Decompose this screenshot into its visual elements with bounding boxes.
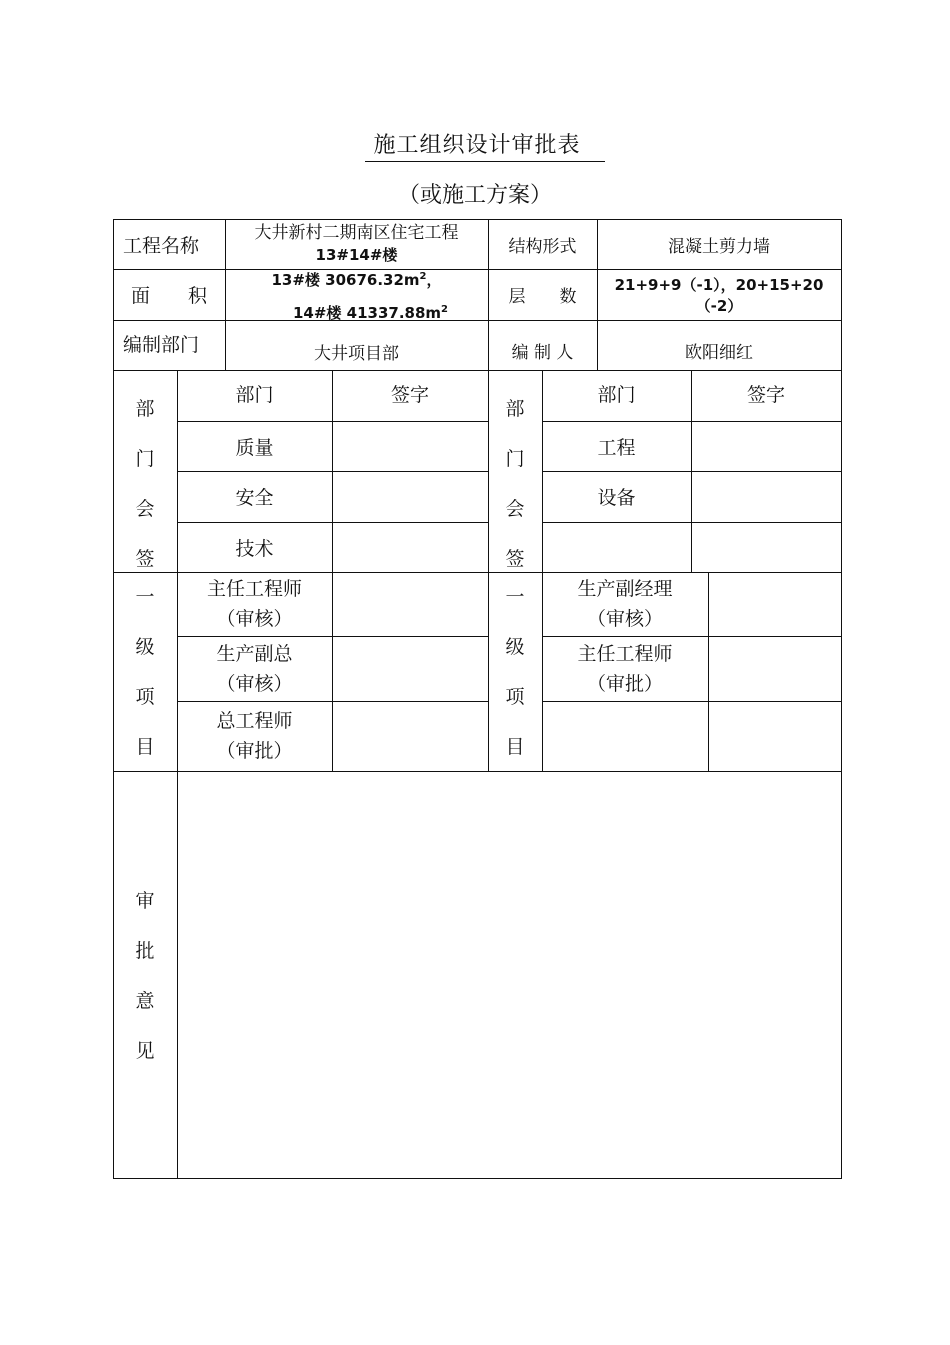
form-subtitle: （或施工方案） — [397, 183, 552, 208]
sign-cell-safety[interactable] — [332, 471, 488, 522]
approval-opinion-label: 审 批 意 见 — [135, 890, 155, 1062]
sign-cell-production-deputy-manager[interactable] — [708, 572, 841, 636]
area-line1-tail: ， — [426, 270, 442, 289]
sign-cell-chief-engineer-review[interactable] — [332, 572, 488, 636]
area-line1: 13#楼 30676.32m — [271, 270, 420, 289]
dept-technology: 技术 — [235, 537, 274, 560]
dept-blank — [542, 522, 691, 572]
sign-cell-engineering[interactable] — [691, 421, 841, 471]
form-title: 施工组织设计审批表 — [0, 128, 950, 162]
dept-header-left: 部门 — [235, 384, 274, 406]
sign-header-left: 签字 — [390, 384, 429, 406]
structure-value: 混凝土剪力墙 — [668, 236, 770, 257]
dept-header-right: 部门 — [597, 384, 636, 406]
area-sup-2: 2 — [441, 303, 449, 315]
dept-safety: 安全 — [235, 487, 274, 509]
dept-engineering: 工程 — [597, 436, 636, 459]
sign-header-right: 签字 — [746, 384, 785, 406]
level1-side-label-right: 一 级 项 目 — [505, 586, 525, 758]
sign-cell-blank[interactable] — [691, 522, 841, 572]
sign-cell-blank-level1[interactable] — [708, 701, 841, 771]
role-chief-engineer-review: 主任工程师 （审核） — [206, 578, 302, 630]
level1-side-label-left: 一 级 项 目 — [135, 586, 155, 758]
sign-cell-chief-engineer-approve[interactable] — [708, 636, 841, 701]
sign-cell-technology[interactable] — [332, 522, 488, 572]
role-production-deputy-manager-review: 生产副经理 （审核） — [577, 578, 673, 630]
role-chief-engineer-approve: 主任工程师 （审批） — [577, 642, 673, 695]
dept-quality: 质量 — [235, 436, 274, 459]
role-general-engineer-approve: 总工程师 （审批） — [216, 710, 293, 762]
area-value — [225, 269, 488, 320]
sign-cell-production-vp[interactable] — [332, 636, 488, 701]
sign-cell-quality[interactable] — [332, 421, 488, 471]
author-value: 欧阳细红 — [685, 342, 753, 363]
structure-label: 结构形式 — [508, 236, 577, 257]
dept-value: 大井项目部 — [314, 343, 399, 364]
sign-cell-equipment[interactable] — [691, 471, 841, 522]
area-line2: 14#楼 41337.88m — [292, 303, 442, 322]
sign-cell-general-engineer[interactable] — [332, 701, 488, 771]
area-label: 面 积 — [130, 285, 207, 307]
approval-opinion-field[interactable] — [177, 771, 841, 1178]
author-label: 编 制 人 — [511, 342, 574, 363]
countersign-side-label-right: 部 门 会 签 — [505, 398, 525, 570]
area-sup-1: 2 — [419, 270, 427, 282]
role-production-vp-review: 生产副总 （审核） — [216, 642, 293, 695]
project-name-label: 工程名称 — [123, 234, 200, 257]
project-name-line2: 13#14#楼 — [315, 246, 398, 264]
countersign-side-label-left: 部 门 会 签 — [135, 398, 155, 570]
project-name-line1: 大井新村二期南区住宅工程 — [254, 223, 459, 243]
dept-equipment: 设备 — [597, 487, 636, 509]
floors-label: 层 数 — [508, 287, 577, 307]
floors-value: 21+9+9（-1），20+15+20（-2） — [614, 275, 824, 315]
role-blank — [542, 701, 708, 771]
dept-label: 编制部门 — [123, 334, 200, 356]
